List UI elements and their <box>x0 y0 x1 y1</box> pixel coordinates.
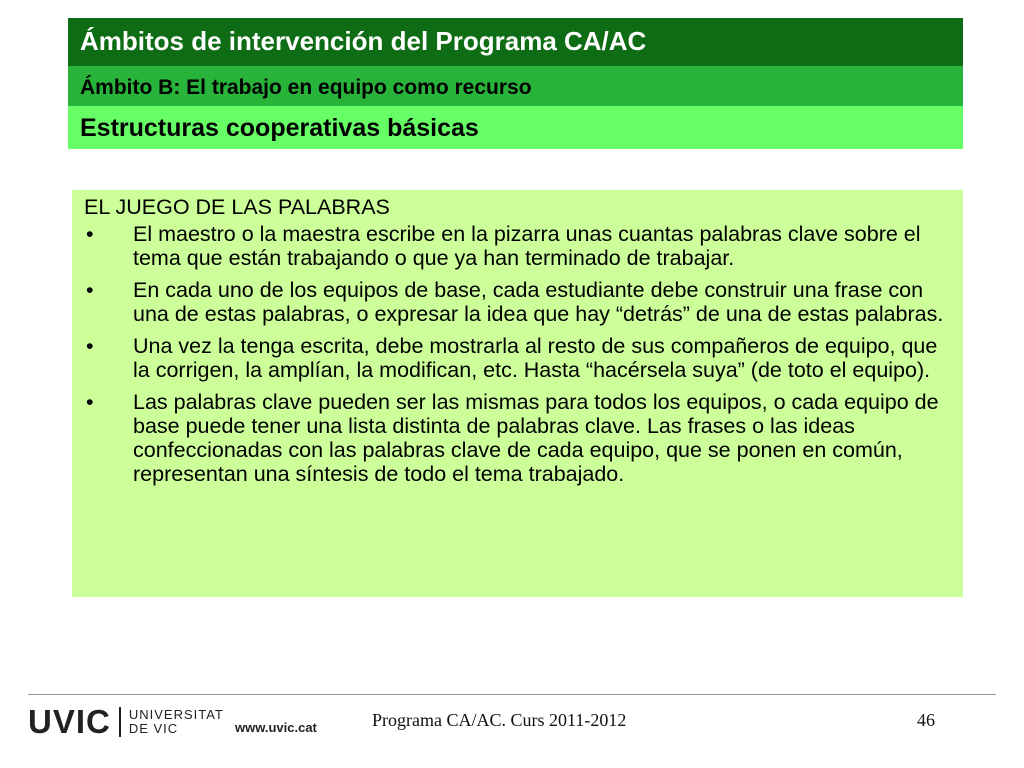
footer-text: Programa CA/AC. Curs 2011-2012 <box>372 710 627 730</box>
logo-text <box>129 708 224 736</box>
logo-divider <box>119 707 121 737</box>
section-title: Estructuras cooperativas básicas <box>68 106 963 149</box>
content-heading: EL JUEGO DE LAS PALABRAS <box>84 195 390 219</box>
bullet-text: Una vez la tenga escrita, debe mostrarla al resto de sus compañeros de equipo, que la corrigen, la amplían, la modifican, etc. Hasta “hacérsela suya” (de toto el equipo). <box>133 334 938 382</box>
slide-title: Ámbitos de intervención del Programa CA/AC <box>68 18 963 66</box>
list-item <box>84 390 949 486</box>
bullet-icon: • <box>86 222 94 246</box>
bullet-list <box>84 222 949 486</box>
page-number: 46 <box>917 710 935 730</box>
logo-mark: UVIC <box>28 703 111 740</box>
footer-divider <box>28 694 996 695</box>
list-item <box>84 278 949 326</box>
bullet-text: En cada uno de los equipos de base, cada estudiante debe construir una frase con una de estas palabras, o expresar la idea que hay “detrás” de una de estas palabras. <box>133 278 944 326</box>
list-item <box>84 222 949 270</box>
slide-subtitle: Ámbito B: El trabajo en equipo como recurso <box>68 66 963 106</box>
university-logo <box>28 704 224 740</box>
list-item <box>84 334 949 382</box>
bullet-icon: • <box>86 278 94 302</box>
logo-line-2: DE VIC <box>128 721 179 736</box>
website-link[interactable]: www.uvic.cat <box>235 720 317 735</box>
logo-line-1: UNIVERSITAT <box>128 707 224 722</box>
bullet-icon: • <box>86 334 94 358</box>
bullet-icon: • <box>86 390 94 414</box>
content-box <box>72 190 963 597</box>
bullet-text: El maestro o la maestra escribe en la pizarra unas cuantas palabras clave sobre el tema que están trabajando o que ya han terminado de trabajar. <box>133 222 921 270</box>
bullet-text: Las palabras clave pueden ser las mismas para todos los equipos, o cada equipo de base puede tener una lista distinta de palabras clave. Las frases o las ideas confeccionadas con las palabras clave de cada equipo, que se ponen en común, representan una síntesis de todo el tema trabajado. <box>133 390 939 486</box>
